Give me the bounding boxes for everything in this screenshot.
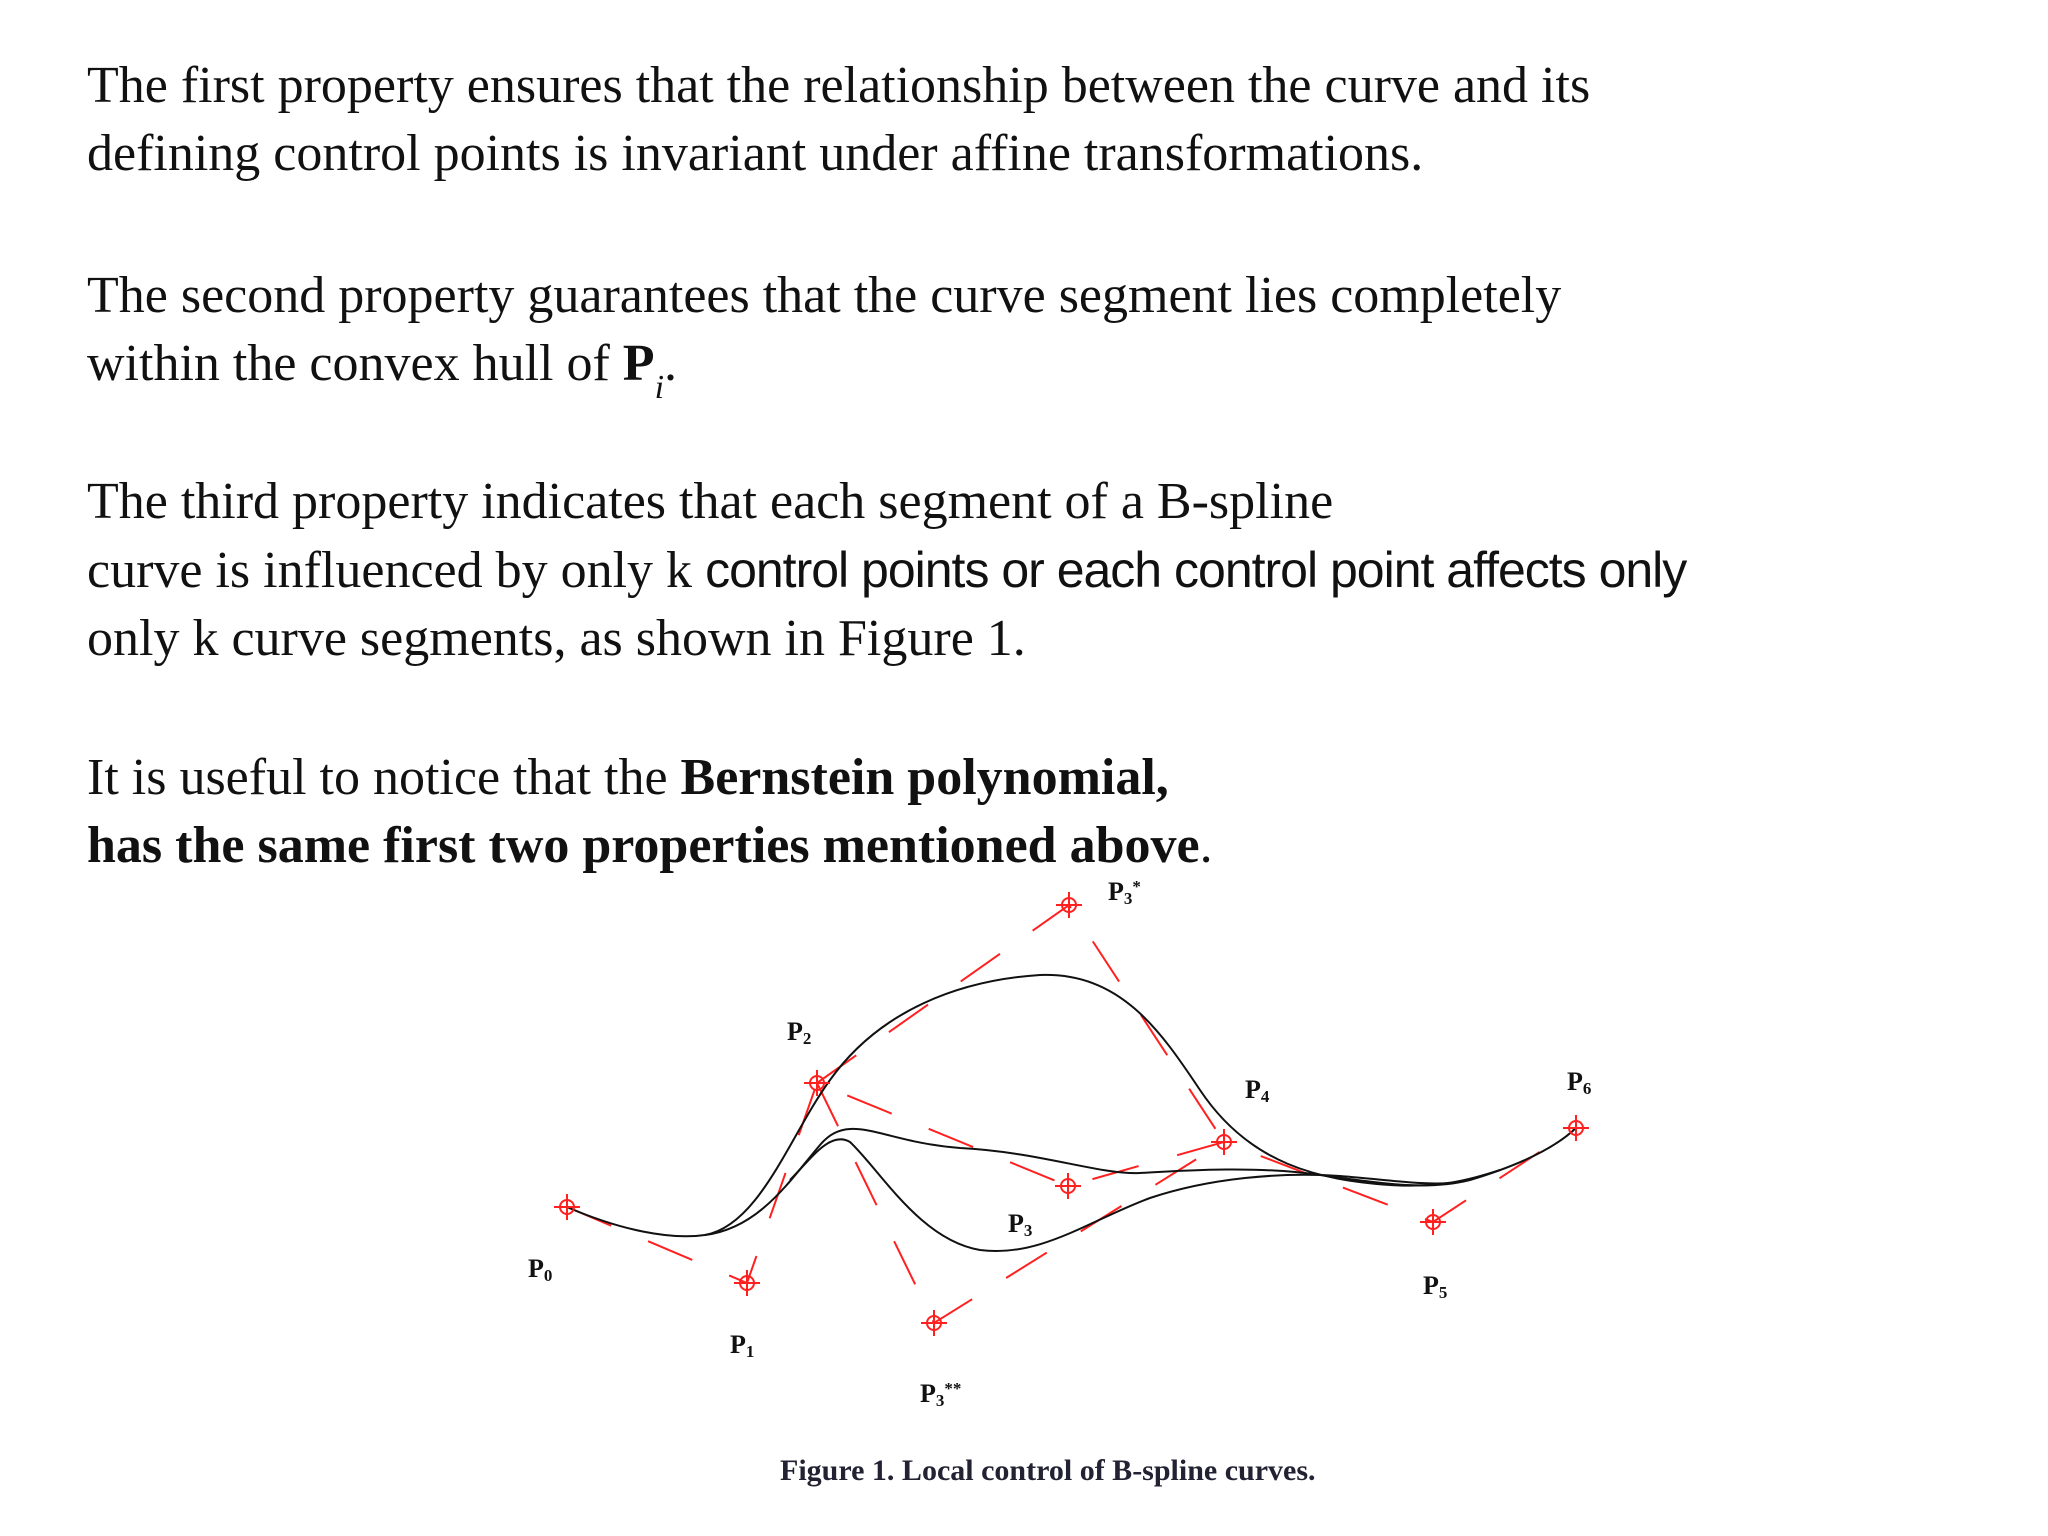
text-line: defining control points is invariant under affine transformations. [87, 125, 1424, 182]
label-p1: P1 [730, 1330, 755, 1361]
text-span: . [1199, 817, 1213, 874]
control-point-marker-p6 [1563, 1115, 1589, 1141]
bold-term: Bernstein polynomial, [680, 749, 1169, 806]
control-point-marker-p5 [1420, 1209, 1446, 1235]
figure-caption: Figure 1. Local control of B-spline curves. [780, 1454, 1316, 1487]
bspline-figure [0, 880, 2048, 1520]
text-span: curve is influenced by only k [87, 542, 706, 599]
text-span: It is useful to notice that the [87, 749, 681, 806]
text-line: The third property indicates that each segment of a B-spline [87, 473, 1334, 530]
text-line [87, 330, 1561, 404]
control-point-symbol: P [622, 335, 655, 392]
text-line [87, 536, 1686, 605]
text-line: The second property guarantees that the curve segment lies completely [87, 267, 1562, 324]
paragraph-local-control [87, 468, 1686, 673]
control-polygon-raised [817, 905, 1224, 1142]
paragraph-affine-invariance [87, 52, 1590, 188]
control-polygon [567, 905, 1576, 1323]
text-line [87, 744, 1213, 812]
label-p2: P2 [787, 1017, 812, 1048]
label-p3: P3 [1008, 1209, 1033, 1240]
bspline-curves [567, 975, 1576, 1251]
text-line [87, 812, 1213, 880]
label-p6: P6 [1567, 1067, 1592, 1098]
control-point-marker-p4 [1211, 1129, 1237, 1155]
curve-raised [705, 975, 1500, 1235]
label-p3-star: P3* [1108, 880, 1141, 908]
control-point-marker-p0 [554, 1194, 580, 1220]
control-point-marker-p1 [734, 1270, 760, 1296]
text-span-sans: control points or each control point affects only [705, 542, 1687, 598]
label-p5: P5 [1423, 1271, 1448, 1302]
subscript: i [654, 369, 665, 406]
label-p4: P4 [1245, 1075, 1270, 1106]
control-point-marker-p3dstar [921, 1310, 947, 1336]
text-line: only k curve segments, as shown in Figure 1. [87, 610, 1026, 667]
control-point-marker-p2 [804, 1070, 830, 1096]
label-p0: P0 [528, 1254, 553, 1285]
paragraph-bernstein [87, 744, 1213, 880]
bold-term: has the same first two properties mentioned above [87, 817, 1200, 874]
text-line: The first property ensures that the relationship between the curve and its [87, 57, 1591, 114]
control-point-marker-p3 [1055, 1173, 1081, 1199]
curve-lowered [790, 1139, 1450, 1251]
text-span: within the convex hull of [87, 335, 623, 392]
text-span: . [664, 335, 678, 392]
control-point-markers [554, 892, 1592, 1336]
control-point-marker-p3star [1056, 892, 1082, 918]
paragraph-convex-hull [87, 262, 1561, 404]
curve-original [567, 1128, 1576, 1236]
control-polygon-lowered [817, 1083, 1224, 1323]
label-p3-double-star: P3** [920, 1379, 962, 1410]
point-labels [528, 880, 1591, 1410]
